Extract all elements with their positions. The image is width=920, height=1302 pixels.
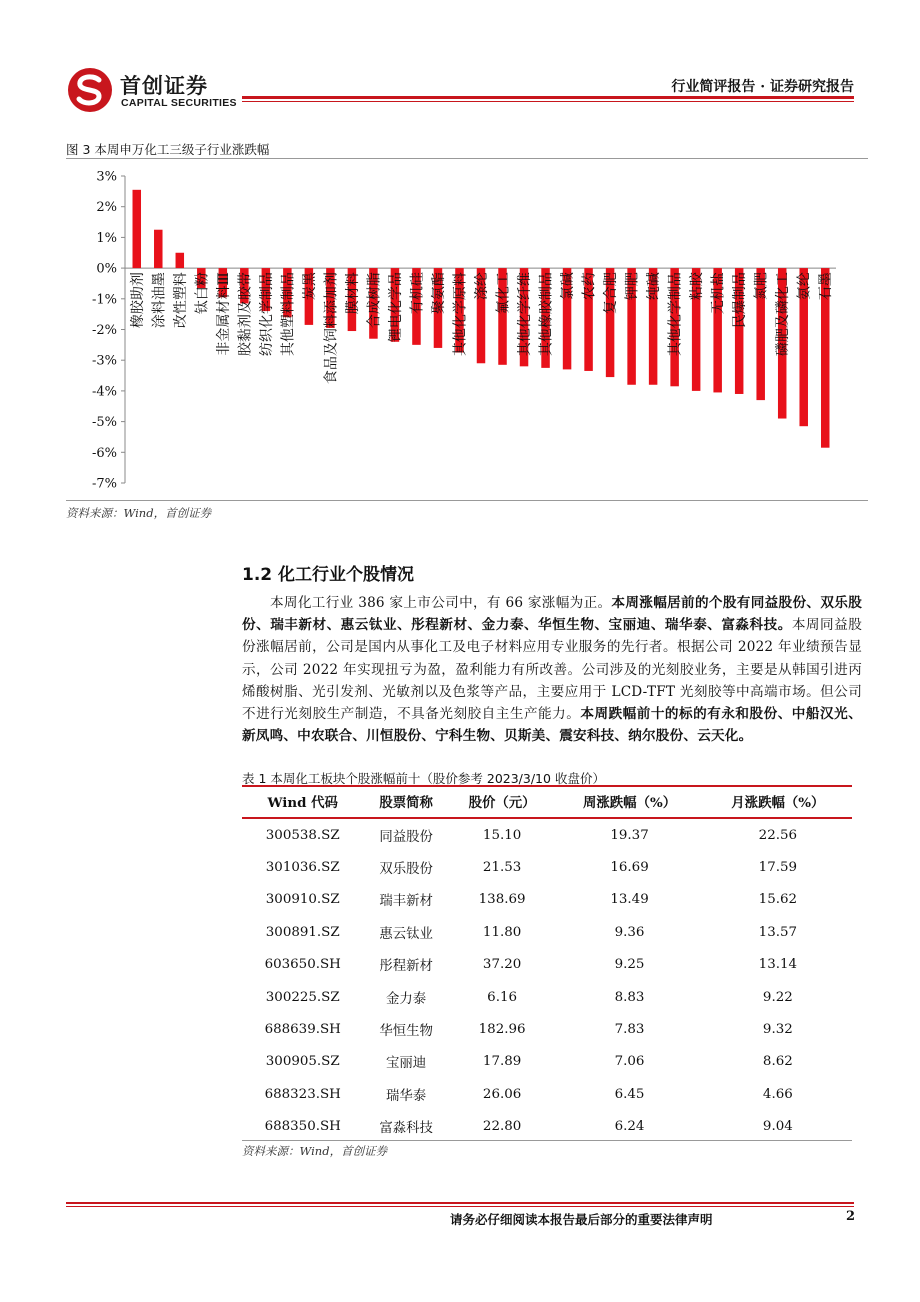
cell-monthly-change: 9.04 bbox=[762, 1119, 793, 1135]
cell-stock-name: 富淼科技 bbox=[379, 1121, 433, 1137]
y-tick-label: -7% bbox=[91, 476, 117, 492]
x-category-label: 氮肥 bbox=[753, 272, 770, 301]
header-divider bbox=[242, 96, 854, 99]
header-divider-thin bbox=[242, 101, 854, 102]
cell-wind-code: 300891.SZ bbox=[265, 924, 340, 940]
y-tick-label: -3% bbox=[91, 353, 117, 369]
cell-monthly-change: 13.57 bbox=[758, 924, 798, 940]
x-category-label: 氟化工 bbox=[495, 272, 512, 315]
x-category-label: 无机盐 bbox=[710, 272, 727, 315]
cell-monthly-change: 22.56 bbox=[758, 827, 798, 843]
para-top-gainers: 本周涨幅居前的个股有同益股份、双乐股份、瑞丰新材、惠云钛业、彤程新材、金力泰、华恒生物、宝丽迪、瑞华泰、富淼科技。 bbox=[242, 595, 862, 634]
cell-monthly-change: 4.66 bbox=[762, 1086, 793, 1102]
cell-price: 6.16 bbox=[487, 989, 517, 1005]
figure-caption: 图 3 本周申万化工三级子行业涨跌幅 bbox=[66, 142, 270, 157]
cell-stock-name: 瑞华泰 bbox=[386, 1088, 427, 1104]
page-number: 2 bbox=[846, 1209, 856, 1224]
header-price: 股价（元） bbox=[468, 794, 536, 811]
x-category-label: 非金属材料Ⅲ bbox=[215, 272, 232, 356]
brand-name-cn: 首创证券 bbox=[120, 74, 208, 98]
cell-price: 21.53 bbox=[482, 860, 522, 876]
x-category-label: 钛白粉 bbox=[194, 272, 211, 315]
table-row bbox=[242, 949, 852, 981]
report-type-label: 行业简评报告 · 证券研究报告 bbox=[671, 79, 854, 95]
header-stock-name: 股票简称 bbox=[379, 794, 433, 811]
x-category-label: 锂电化学品 bbox=[387, 272, 404, 343]
table-row bbox=[242, 851, 852, 883]
cell-stock-name: 华恒生物 bbox=[379, 1024, 433, 1040]
x-category-label: 食品及饲料添加剂 bbox=[323, 272, 340, 385]
footer-divider bbox=[66, 1202, 854, 1204]
cell-monthly-change: 17.59 bbox=[758, 860, 798, 876]
x-category-label: 有机硅 bbox=[409, 272, 426, 315]
x-category-label: 氯碱 bbox=[560, 272, 577, 301]
table-row bbox=[242, 1111, 852, 1143]
x-category-label: 橡胶助剂 bbox=[129, 272, 146, 329]
x-category-label: 钾肥 bbox=[624, 272, 641, 301]
x-category-label: 石墨 bbox=[818, 272, 835, 301]
cell-stock-name: 彤程新材 bbox=[379, 959, 433, 975]
cell-stock-name: 金力泰 bbox=[386, 991, 427, 1007]
cell-wind-code: 603650.SH bbox=[264, 957, 341, 973]
cell-weekly-change: 8.83 bbox=[614, 989, 645, 1005]
y-tick-label: -2% bbox=[91, 323, 117, 338]
cell-weekly-change: 19.37 bbox=[610, 827, 649, 843]
x-category-label: 其他化学纤维 bbox=[517, 272, 534, 357]
cell-monthly-change: 9.32 bbox=[762, 1022, 793, 1038]
figure-top-rule bbox=[66, 158, 868, 159]
x-category-label: 民爆制品 bbox=[732, 272, 749, 329]
x-category-label: 氨纶 bbox=[796, 272, 813, 301]
x-category-label: 胶黏剂及胶带 bbox=[237, 272, 254, 357]
cell-price: 182.96 bbox=[478, 1022, 526, 1038]
bar bbox=[133, 190, 142, 268]
cell-wind-code: 688323.SH bbox=[264, 1086, 341, 1102]
header-weekly-change: 周涨跌幅（%） bbox=[583, 794, 677, 811]
y-tick-label: -5% bbox=[91, 415, 117, 431]
x-category-label: 其他化学制品 bbox=[667, 272, 684, 357]
table-row bbox=[242, 819, 852, 851]
cell-weekly-change: 7.83 bbox=[614, 1022, 645, 1038]
y-tick-label: -1% bbox=[91, 292, 117, 308]
body-paragraph bbox=[242, 592, 862, 747]
cell-monthly-change: 13.14 bbox=[758, 957, 798, 973]
bar bbox=[176, 253, 185, 268]
x-category-label: 涂料油墨 bbox=[151, 272, 168, 329]
cell-weekly-change: 7.06 bbox=[614, 1054, 645, 1070]
x-category-label: 炭黑 bbox=[301, 272, 318, 301]
header-monthly-change: 月涨跌幅（%） bbox=[731, 794, 825, 811]
footer-divider-thin bbox=[66, 1206, 854, 1207]
table-header-rule bbox=[242, 817, 852, 819]
table-caption: 表 1 本周化工板块个股涨幅前十（股价参考 2023/3/10 收盘价） bbox=[242, 771, 605, 786]
cell-monthly-change: 9.22 bbox=[762, 989, 793, 1005]
x-category-label: 纺织化学制品 bbox=[258, 272, 275, 357]
cell-wind-code: 300910.SZ bbox=[265, 892, 340, 908]
y-tick-label: 0% bbox=[96, 261, 117, 277]
cell-weekly-change: 9.36 bbox=[614, 924, 645, 940]
cell-stock-name: 双乐股份 bbox=[379, 862, 433, 878]
cell-stock-name: 同益股份 bbox=[379, 829, 433, 845]
y-tick-label: 3% bbox=[96, 169, 117, 185]
x-category-label: 纯碱 bbox=[646, 272, 663, 301]
cell-price: 15.10 bbox=[482, 827, 522, 843]
para-intro: 本周化工行业 386 家上市公司中，有 66 家涨幅为正。 bbox=[270, 595, 612, 611]
cell-wind-code: 300538.SZ bbox=[265, 827, 340, 843]
para-top-losers: 本周跌幅前十的标的有永和股份、中船汉光、新凤鸣、中农联合、川恒股份、宁科生物、贝斯美、震安科技、纳尔股份、云天化。 bbox=[242, 706, 862, 745]
y-tick-label: 2% bbox=[96, 200, 117, 216]
table-row bbox=[242, 1078, 852, 1110]
cell-weekly-change: 13.49 bbox=[610, 892, 649, 908]
x-category-label: 其他橡胶制品 bbox=[538, 272, 555, 357]
cell-stock-name: 瑞丰新材 bbox=[379, 894, 433, 910]
table-row bbox=[242, 1046, 852, 1078]
y-tick-label: 1% bbox=[96, 230, 117, 246]
cell-price: 138.69 bbox=[478, 892, 526, 908]
x-category-label: 农药 bbox=[581, 272, 598, 301]
table-source: 资料来源：Wind，首创证券 bbox=[242, 1144, 388, 1158]
y-tick-label: -4% bbox=[91, 384, 117, 400]
bar bbox=[154, 230, 163, 268]
cell-monthly-change: 15.62 bbox=[758, 892, 798, 908]
cell-price: 11.80 bbox=[482, 924, 522, 940]
cell-monthly-change: 8.62 bbox=[762, 1054, 793, 1070]
cell-wind-code: 300905.SZ bbox=[265, 1054, 340, 1070]
table-row bbox=[242, 981, 852, 1013]
table-header-row bbox=[242, 787, 852, 815]
table-row bbox=[242, 884, 852, 916]
cell-wind-code: 300225.SZ bbox=[265, 989, 340, 1005]
bar-chart bbox=[66, 160, 868, 500]
table-bottom-rule bbox=[242, 1140, 852, 1141]
x-category-label: 复合肥 bbox=[603, 272, 620, 315]
section-title: 1.2 化工行业个股情况 bbox=[242, 565, 415, 585]
stock-table bbox=[242, 787, 852, 1143]
cell-price: 37.20 bbox=[482, 957, 522, 973]
x-category-label: 其他化学原料 bbox=[452, 272, 469, 357]
y-tick-label: -6% bbox=[91, 445, 117, 461]
cell-price: 17.89 bbox=[482, 1054, 522, 1070]
x-category-label: 膜材料 bbox=[344, 272, 361, 315]
para-company-detail: 本周同益股份涨幅居前，公司是国内从事化工及电子材料应用专业服务的先行者。根据公司 2022 年业绩预告显示，公司 2022 年实现扭亏为盈，盈利能力有所改善。公司涉及的光刻胶业务，主要是从韩国引进丙烯酸树脂、光引发剂、光敏剂以及色浆等产品，主要应用于 LCD-TFT 光刻胶等中高端市场。但公司不进行光刻胶生产制造，不具备光刻胶自主生产能力。 bbox=[242, 617, 863, 723]
x-category-label: 改性塑料 bbox=[172, 272, 189, 329]
cell-price: 26.06 bbox=[482, 1086, 522, 1102]
cell-stock-name: 惠云钛业 bbox=[379, 926, 433, 942]
x-category-label: 合成树脂 bbox=[366, 272, 383, 329]
cell-wind-code: 688639.SH bbox=[264, 1022, 341, 1038]
header-wind-code: Wind 代码 bbox=[267, 794, 338, 811]
cell-weekly-change: 9.25 bbox=[614, 957, 645, 973]
figure-source: 资料来源：Wind，首创证券 bbox=[66, 506, 212, 520]
footer-disclaimer: 请务必仔细阅读本报告最后部分的重要法律声明 bbox=[450, 1212, 713, 1227]
company-logo-icon bbox=[66, 66, 114, 114]
x-category-label: 涤纶 bbox=[474, 272, 490, 301]
table-row bbox=[242, 1013, 852, 1045]
cell-wind-code: 301036.SZ bbox=[265, 860, 340, 876]
table-row bbox=[242, 916, 852, 948]
cell-price: 22.80 bbox=[482, 1119, 522, 1135]
x-category-label: 粘胶 bbox=[689, 272, 706, 301]
cell-weekly-change: 16.69 bbox=[610, 860, 649, 876]
x-category-label: 磷肥及磷化工 bbox=[775, 272, 792, 357]
cell-weekly-change: 6.24 bbox=[614, 1119, 645, 1135]
x-category-label: 其他塑料制品 bbox=[280, 272, 297, 357]
x-category-label: 聚氨酯 bbox=[430, 272, 447, 315]
cell-weekly-change: 6.45 bbox=[614, 1086, 645, 1102]
cell-stock-name: 宝丽迪 bbox=[386, 1056, 427, 1072]
brand-name-en: CAPITAL SECURITIES bbox=[121, 97, 237, 109]
figure-bottom-rule bbox=[66, 500, 868, 501]
cell-wind-code: 688350.SH bbox=[264, 1119, 341, 1135]
